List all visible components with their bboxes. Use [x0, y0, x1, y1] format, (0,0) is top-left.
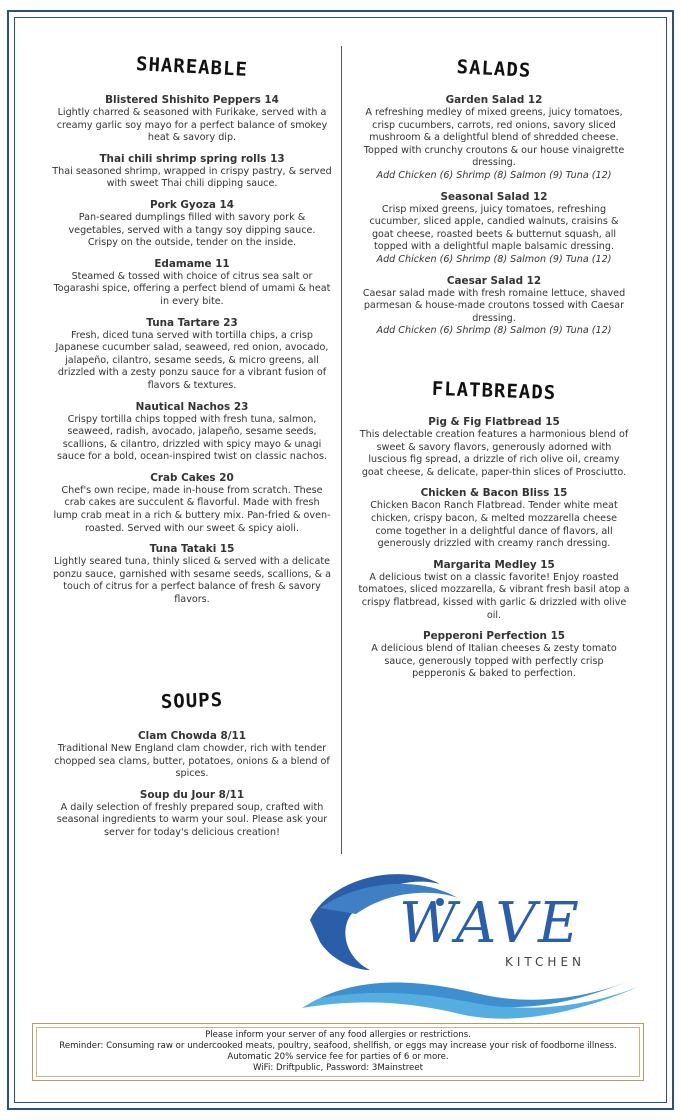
item-desc: A delicious twist on a classic favorite! Enjoy roasted tomatoes, sliced mozzarella, & vibrant fresh basil atop a crispy flatbread, kissed with garlic & drizzled with olive oil. — [358, 571, 630, 621]
flatbreads-title: FLATBREADS — [431, 377, 557, 405]
item-desc: A refreshing medley of mixed greens, juicy tomatoes, crisp cucumbers, carrots, red onions, savory sliced mushroom & a delightful blend of shredded cheese. Topped with crunchy croutons & our house vinaigrette dressing. — [363, 107, 625, 169]
menu-item — [52, 472, 332, 535]
wifi-info: WiFi: Driftpublic, Password: 3Mainstreet — [252, 1063, 423, 1073]
item-desc: Thai seasoned shrimp, wrapped in crispy pastry, & served with sweet Thai chili dipping sauce. — [52, 165, 332, 190]
item-name: Caesar Salad 12 — [446, 274, 542, 287]
item-desc: Fresh, diced tuna served with tortilla chips, a crisp Japanese cucumber salad, seaweed, red onion, avocado, jalapeño, cilantro, sesame seeds, & micro greens, all drizzled with a zesty ponzu sauce for a vibrant fusion of flavors & textures. — [55, 329, 329, 391]
item-desc: Caesar salad made with fresh romaine lettuce, shaved parmesan & house-made croutons tossed with Caesar dressing. — [362, 287, 626, 324]
menu-item — [52, 401, 332, 464]
menu-item — [358, 275, 630, 338]
item-desc: Crisp mixed greens, juicy tomatoes, refreshing cucumber, sliced apple, candied walnuts, craisins & goat cheese, roasted beets & butternut squash, all topped with a delightful maple balsamic dressing. — [369, 203, 619, 253]
raw-food-warning: Reminder: Consuming raw or undercooked meats, poultry, seafood, shellfish, or eggs may increase your risk of foodborne illness. — [59, 1041, 617, 1051]
item-desc: A delicious blend of Italian cheeses & zesty tomato sauce, generously topped with perfectly crisp pepperonis & baked to perfection. — [371, 643, 617, 680]
item-addons: Add Chicken (6) Shrimp (8) Salmon (9) Tuna (12) — [376, 169, 612, 181]
menu-item — [52, 258, 332, 309]
logo-subword: KITCHEN — [505, 955, 585, 969]
menu-item — [52, 730, 332, 781]
item-name: Pig & Fig Flatbread 15 — [428, 416, 560, 428]
menu-item — [52, 789, 332, 840]
item-desc: Lightly charred & seasoned with Furikake, served with a creamy garlic soy mayo for a perfect balance of smokey heat & savory dip. — [56, 107, 328, 144]
item-addons: Add Chicken (6) Shrimp (8) Salmon (9) Tuna (12) — [376, 253, 612, 265]
item-name: Crab Cakes 20 — [150, 471, 234, 484]
soups-section — [52, 690, 332, 848]
column-divider — [341, 46, 342, 854]
item-name: Seasonal Salad 12 — [440, 190, 548, 203]
item-desc: Pan-seared dumplings filled with savory pork & vegetables, served with a tangy soy dipping sauce. Crispy on the outside, tender on the inside. — [68, 211, 316, 249]
menu-item — [52, 199, 332, 250]
menu-item — [52, 94, 332, 145]
menu-item — [358, 487, 630, 550]
item-desc: Traditional New England clam chowder, rich with tender chopped sea clams, butter, potatoes, onions & a blend of spices. — [54, 743, 330, 780]
allergy-notice: Please inform your server of any food allergies or restrictions. — [205, 1030, 471, 1040]
item-desc: Crispy tortilla chips topped with fresh tuna, salmon, seaweed, radish, avocado, jalapeño, sesame seeds, scallions, & cilantro, drizzled with spicy mayo & unagi sauce for a bold, ocean-inspired twist on classic nachos. — [56, 413, 328, 463]
item-name: Blistered Shishito Peppers 14 — [105, 94, 279, 106]
logo-word: WAVE — [399, 891, 581, 956]
menu-item — [52, 153, 332, 191]
item-desc: Lightly seared tuna, thinly sliced & served with a delicate ponzu sauce, garnished with sesame seeds, scallions, & a touch of citrus for a perfect balance of fresh & savory flavors. — [52, 556, 332, 606]
menu-item — [52, 543, 332, 606]
menu-item — [358, 416, 630, 479]
item-desc: Chicken Bacon Ranch Flatbread. Tender white meat chicken, crispy bacon, & melted mozzarella cheese come together in a delightful dance of flavors, all generously drizzled with creamy ranch dressing. — [370, 500, 618, 550]
item-name: Nautical Nachos 23 — [135, 400, 249, 413]
item-name: Garden Salad 12 — [445, 94, 543, 106]
soups-title: SOUPS — [160, 688, 224, 714]
item-name: Margarita Medley 15 — [433, 558, 555, 571]
salads-title: SALADS — [456, 56, 532, 82]
salads-section — [358, 58, 630, 346]
footer-notice — [32, 1023, 644, 1081]
item-desc: Chef's own recipe, made in-house from scratch. These crab cakes are succulent & flavorful. Made with fresh lump crab meat in a rich & buttery mix. Pan-fried & oven-roasted. Served with our sweet & spicy aioli. — [53, 484, 331, 534]
menu-item — [358, 94, 630, 183]
flatbreads-section — [358, 377, 630, 689]
item-name: Tuna Tataki 15 — [149, 543, 235, 556]
menu-item — [52, 317, 332, 393]
item-name: Tuna Tartare 23 — [146, 316, 238, 329]
shareable-section — [52, 53, 332, 615]
menu-item — [358, 559, 630, 622]
service-fee-note: Automatic 20% service fee for parties of 6 or more. — [227, 1052, 449, 1062]
item-desc: This delectable creation features a harmonious blend of sweet & savory flavors, generously adorned with luscious fig spread, a drizzle of rich olive oil, creamy goat cheese, & delicate, paper-thin slices of Prosciutto. — [359, 429, 629, 478]
item-name: Thai chili shrimp spring rolls 13 — [99, 152, 285, 165]
menu-item — [358, 191, 630, 267]
item-name: Chicken & Bacon Bliss 15 — [420, 487, 568, 500]
wave-kitchen-logo — [290, 858, 650, 1030]
shareable-title: SHAREABLE — [135, 53, 249, 81]
item-name: Pork Gyoza 14 — [150, 198, 234, 211]
item-name: Edamame 11 — [154, 257, 230, 270]
item-name: Soup du Jour 8/11 — [139, 788, 245, 801]
item-name: Clam Chowda 8/11 — [138, 730, 246, 742]
menu-item — [358, 630, 630, 681]
item-name: Pepperoni Perfection 15 — [422, 630, 566, 643]
item-addons: Add Chicken (6) Shrimp (8) Salmon (9) Tuna (12) — [376, 325, 612, 337]
item-desc: A daily selection of freshly prepared soup, crafted with seasonal ingredients to warm your soul. Please ask your server for today's delicious creation! — [56, 801, 328, 838]
item-desc: Steamed & tossed with choice of citrus sea salt or Togarashi spice, offering a perfect blend of umami & heat in every bite. — [53, 270, 331, 307]
